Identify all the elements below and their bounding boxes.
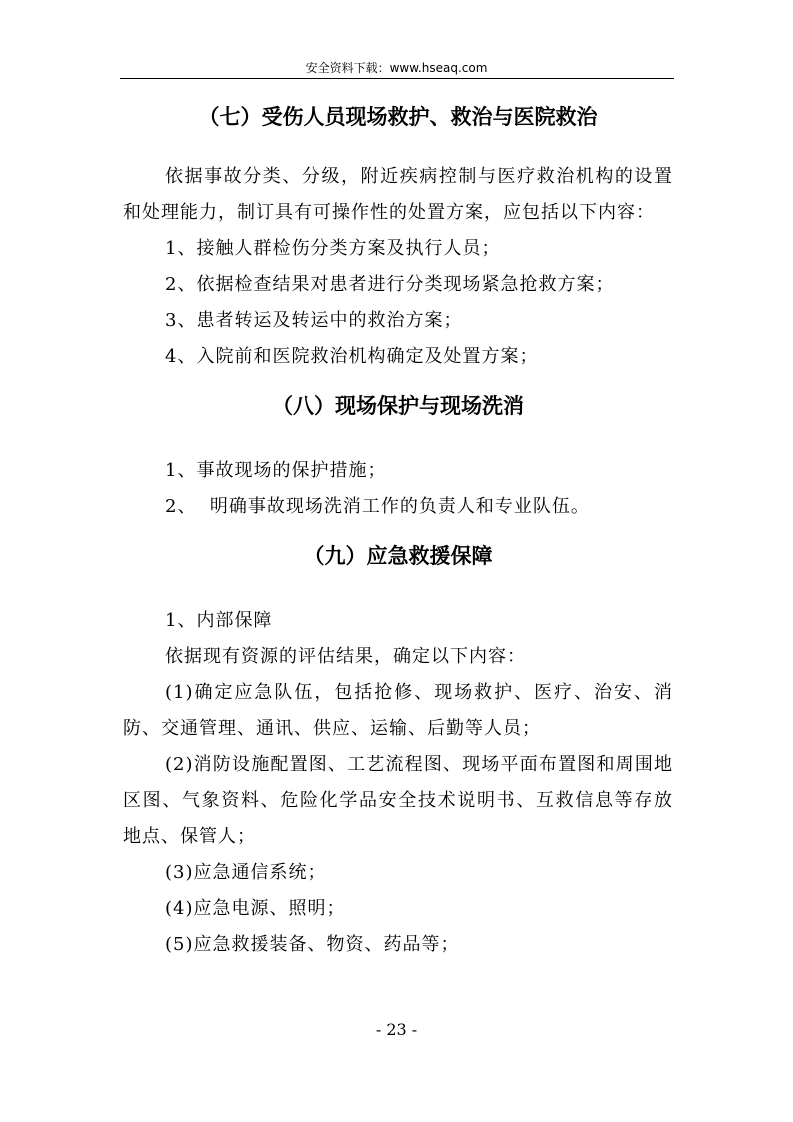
section-9-item-1: (1)确定应急队伍，包括抢修、现场救护、医疗、治安、消防、交通管理、通讯、供应、运输、后勤等人员；: [123, 682, 673, 739]
section-title-8: （八）现场保护与现场洗消: [272, 394, 524, 418]
section-8-item-2: 2、 明确事故现场洗消工作的负责人和专业队伍。: [165, 496, 590, 517]
section-7-item-4: 4、入院前和医院救治机构确定及处置方案；: [165, 346, 539, 367]
section-8-item-1: 1、事故现场的保护措施；: [165, 460, 387, 481]
section-7-item-1: 1、接触人群检伤分类方案及执行人员；: [165, 238, 501, 259]
section-9-item-5: (5)应急救援装备、物资、药品等；: [165, 934, 460, 955]
page-header-text: 安全资料下载：www.hseaq.com: [305, 61, 488, 75]
section-9-item-3: (3)应急通信系统；: [165, 862, 327, 883]
section-7-item-2: 2、依据检查结果对患者进行分类现场紧急抢救方案；: [165, 274, 615, 295]
section-9-subheading-internal: 1、内部保障: [165, 610, 273, 631]
section-7-intro-paragraph: 依据事故分类、分级，附近疾病控制与医疗救治机构的设置和处理能力，制订具有可操作性的处置方案，应包括以下内容：: [123, 166, 673, 223]
section-9-intro-paragraph: 依据现有资源的评估结果，确定以下内容：: [165, 646, 526, 667]
section-9-item-2: (2)消防设施配置图、工艺流程图、现场平面布置图和周围地区图、气象资料、危险化学品安全技术说明书、互救信息等存放地点、保管人；: [123, 754, 673, 847]
section-title-7: （七）受伤人员现场救护、救治与医院救治: [198, 105, 598, 129]
header-divider: [120, 78, 674, 79]
section-9-item-4: (4)应急电源、照明；: [165, 898, 346, 919]
page-number: - 23 -: [375, 1020, 418, 1039]
document-body: [123, 98, 673, 963]
section-7-item-3: 3、患者转运及转运中的救治方案；: [165, 310, 463, 331]
section-title-9: （九）应急救援保障: [303, 544, 493, 568]
